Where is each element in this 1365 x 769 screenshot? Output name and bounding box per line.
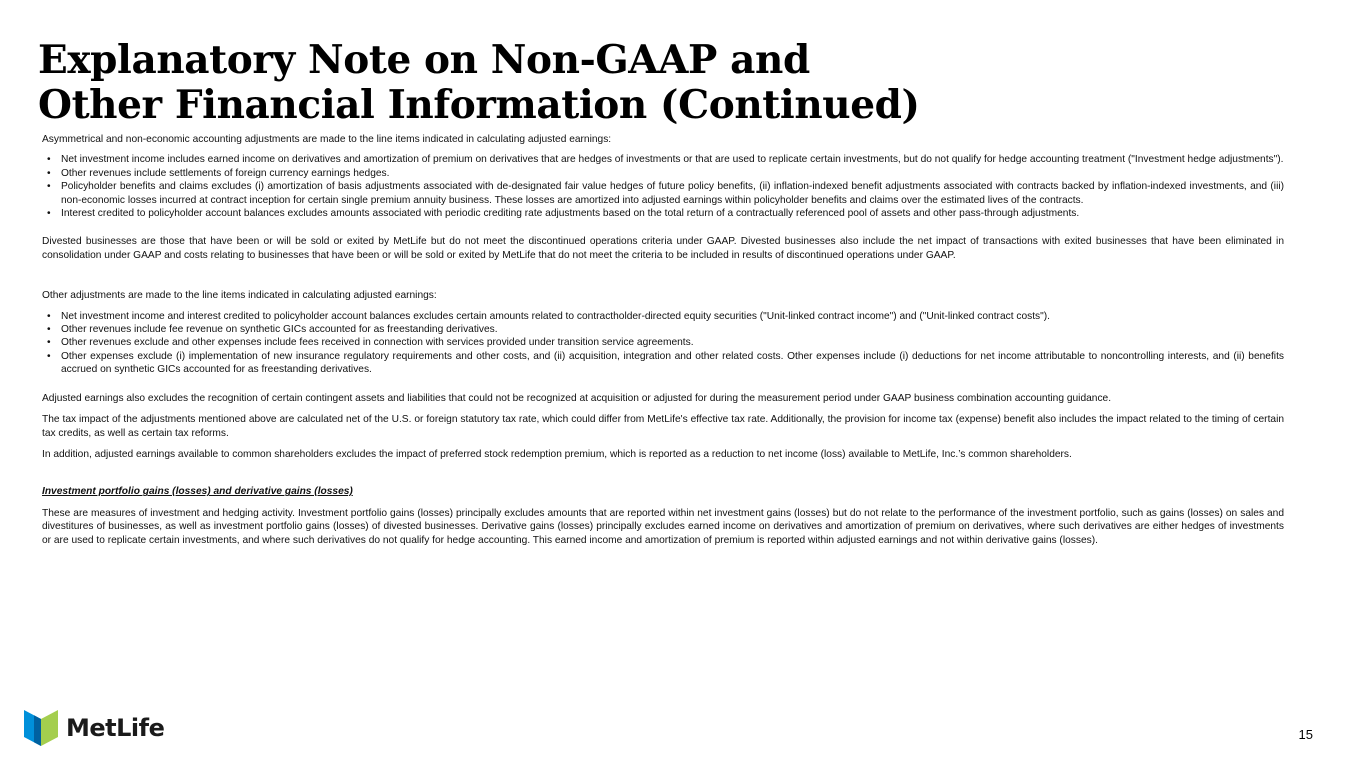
list-item: • Other revenues exclude and other expenses include fees received in connection with services provided under transition service agreements. [42, 336, 1284, 349]
other-adjustments-list [42, 310, 1284, 377]
metlife-logo-text: MetLife [66, 714, 165, 742]
asymmetrical-adjustments-list [42, 153, 1284, 220]
other-adjustments-intro: Other adjustments are made to the line items indicated in calculating adjusted earnings: [42, 290, 437, 302]
list-item: • Other revenues include fee revenue on synthetic GICs accounted for as freestanding derivatives. [42, 323, 1284, 336]
contingent-assets-paragraph: Adjusted earnings also excludes the recognition of certain contingent assets and liabilities that could not be recognized at acquisition or adjusted for during the measurement period under GAAP business combination accounting guidance. [42, 392, 1112, 404]
page-title [38, 38, 920, 128]
list-item: • Net investment income and interest credited to policyholder account balances excludes certain amounts related to contractholder-directed equity securities ("Unit-linked contract income") and ("Unit-linked contract costs"). [42, 310, 1284, 323]
list-item: • Other revenues include settlements of foreign currency earnings hedges. [42, 167, 1284, 180]
preferred-stock-paragraph: In addition, adjusted earnings available to common shareholders excludes the impact of preferred stock redemption premium, which is reported as a reduction to net income (loss) available to MetLife, Inc.’s common shareholders. [42, 448, 1072, 460]
metlife-logo-icon [24, 710, 58, 746]
page-title-line-2: Other Financial Information (Continued) [38, 82, 920, 128]
investment-gains-paragraph: These are measures of investment and hedging activity. Investment portfolio gains (losses) principally excludes amounts that are reported within net investment gains (losses) but do not relate to the performance of the investment portfolio, such as gains (losses) on sales and divestitures of businesses, as well as investment portfolio gains (losses) of divested businesses. Derivative gains (losses) principally excludes earned income on derivatives and amortization of premium on derivatives, where such derivatives are either hedges of investments or are used to replicate certain investments, and where such derivatives do not qualify for hedge accounting. This earned income and amortization of premium is reported within adjusted earnings and not within derivative gains (losses). [42, 507, 1284, 546]
list-item: • Interest credited to policyholder account balances excludes amounts associated with periodic crediting rate adjustments based on the total return of a contractually referenced pool of assets and other pass-through adjustments. [42, 207, 1284, 220]
list-item: • Policyholder benefits and claims excludes (i) amortization of basis adjustments associated with de-designated fair value hedges of future policy benefits, (ii) inflation-indexed benefit adjustments associated with contracts backed by inflation-indexed investments, and (iii) non-economic losses incurred at contract inception for certain single premium annuity business. These losses are amortized into adjusted earnings within policyholder benefits and claims over the estimated lives of the contracts. [42, 180, 1284, 207]
note-body [42, 133, 1284, 547]
investment-gains-heading: Investment portfolio gains (losses) and derivative gains (losses) [42, 486, 353, 498]
metlife-logo [24, 710, 164, 746]
list-item: • Net investment income includes earned income on derivatives and amortization of premium on derivatives that are hedges of investments or that are used to replicate certain investments, but do not qualify for hedge accounting treatment ("Investment hedge adjustments"). [42, 153, 1284, 166]
page-number: 15 [1298, 727, 1313, 742]
divested-businesses-paragraph: Divested businesses are those that have been or will be sold or exited by MetLife but do not meet the discontinued operations criteria under GAAP. Divested businesses also include the net impact of transactions with exited businesses that have been eliminated in consolidation under GAAP and costs relating to businesses that have been or will be sold or exited by MetLife that do not meet the criteria to be included in results of discontinued operations under GAAP. [42, 236, 1284, 261]
asymmetrical-intro: Asymmetrical and non-economic accounting adjustments are made to the line items indicated in calculating adjusted earnings: [42, 134, 612, 145]
page-title-line-1: Explanatory Note on Non-GAAP and [38, 37, 810, 83]
tax-impact-paragraph: The tax impact of the adjustments mentioned above are calculated net of the U.S. or foreign statutory tax rate, which could differ from MetLife's effective tax rate. Additionally, the provision for income tax (expense) benefit also includes the impact related to the timing of certain tax credits, as well as certain tax reforms. [42, 414, 1284, 439]
list-item: • Other expenses exclude (i) implementation of new insurance regulatory requirements and other costs, and (ii) acquisition, integration and other related costs. Other expenses include (i) deductions for net income attributable to noncontrolling interests, and (ii) benefits accrued on synthetic GICs accounted for as freestanding derivatives. [42, 350, 1284, 377]
